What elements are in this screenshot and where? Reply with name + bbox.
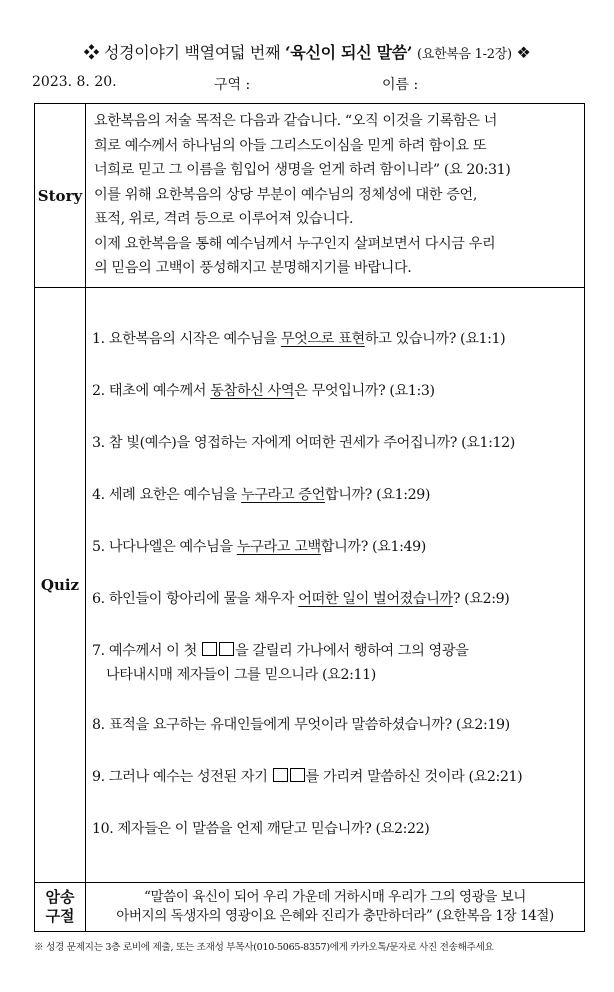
quiz-questions (86, 288, 585, 883)
story-line: 너희로 믿고 그 이름을 힘입어 생명을 얻게 하려 함이니라” (요 20:31) (94, 162, 511, 179)
quiz-question-5: 5. 나다나엘은 예수님을 누구라고 고백합니까? (요1:49) (92, 539, 426, 555)
memory-verse-text (86, 883, 585, 932)
meta-row (32, 74, 592, 94)
quiz-row (35, 288, 585, 883)
diamond-icon: ❖ (516, 43, 531, 62)
quiz-question-1: 1. 요한복음의 시작은 예수님을 무엇으로 표현하고 있습니까? (요1:1) (92, 331, 506, 347)
date-text: 2023. 8. 20. (32, 74, 117, 90)
blank-box (290, 768, 305, 782)
worksheet-table (34, 103, 585, 932)
story-line: 희로 예수께서 하나님의 아들 그리스도이심을 믿게 하려 함이요 또 (94, 137, 487, 154)
quiz-question-10: 10. 제자들은 이 말씀을 언제 깨닫고 믿습니까? (요2:22) (92, 821, 430, 837)
story-text (86, 104, 585, 288)
title-reference: (요한복음 1-2장) (417, 47, 512, 62)
blank-box (202, 642, 217, 656)
story-line: 의 믿음의 고백이 풍성해지고 분명해지기를 바랍니다. (94, 260, 412, 277)
quiz-question-2: 2. 태초에 예수께서 동참하신 사역은 무엇입니까? (요1:3) (92, 383, 435, 399)
quiz-question-9: 9. 그러나 예수는 성전된 자기 를 가리켜 말씀하신 것이라 (요2:21) (92, 769, 523, 785)
story-line: 이제 요한복음을 통해 예수님께서 누구인지 살펴보면서 다시금 우리 (94, 235, 496, 252)
name-field: 이름 : (382, 77, 419, 93)
memory-verse-row (35, 883, 585, 932)
quiz-question-8: 8. 표적을 요구하는 유대인들에게 무엇이라 말씀하셨습니까? (요2:19) (92, 717, 510, 733)
blank-box (219, 642, 234, 656)
district-field: 구역 : (214, 77, 251, 93)
story-line: 표적, 위로, 격려 등으로 이루어져 있습니다. (94, 211, 354, 228)
story-label: Story (35, 104, 86, 288)
blank-box (273, 768, 288, 782)
title-main: 성경이야기 백열여덟 번째 (103, 43, 281, 62)
submission-note: ※ 성경 문제지는 3층 로비에 제출, 또는 조재성 부목사(010-5065-8357)에게 카카오톡/문자로 사진 전송해주세요 (34, 942, 494, 953)
title-highlight: ‘육신이 되신 말씀’ (285, 43, 413, 62)
quiz-question-7: 7. 예수께서 이 첫 을 갈릴리 가나에서 행하여 그의 영광을 나타내시매 제자들이 그를 믿으니라 (요2:11) (92, 643, 469, 683)
quiz-label: Quiz (35, 288, 86, 883)
verse-line: “말씀이 육신이 되어 우리 가운데 거하시매 우리가 그의 영광을 보니 (144, 889, 526, 905)
story-line: 요한복음의 저술 목적은 다음과 같습니다. “오직 이것을 기록함은 너 (94, 113, 498, 130)
story-row (35, 104, 585, 288)
quiz-question-6: 6. 하인들이 항아리에 물을 채우자 어떠한 일이 벌어졌습니까? (요2:9) (92, 591, 510, 607)
story-line: 이를 위해 요한복음의 상당 부분이 예수님의 정체성에 대한 증언, (94, 186, 477, 203)
diamond-icon: ❖ (83, 43, 100, 62)
verse-line: 아버지의 독생자의 영광이요 은혜와 진리가 충만하더라” (요한복음 1장 14절) (116, 908, 554, 924)
worksheet-title (0, 40, 614, 63)
quiz-question-3: 3. 참 빛(예수)을 영접하는 자에게 어떠한 권세가 주어집니까? (요1:12) (92, 435, 515, 451)
memory-verse-label: 암송 구절 (35, 883, 86, 932)
quiz-question-4: 4. 세례 요한은 예수님을 누구라고 증언합니까? (요1:29) (92, 487, 430, 503)
